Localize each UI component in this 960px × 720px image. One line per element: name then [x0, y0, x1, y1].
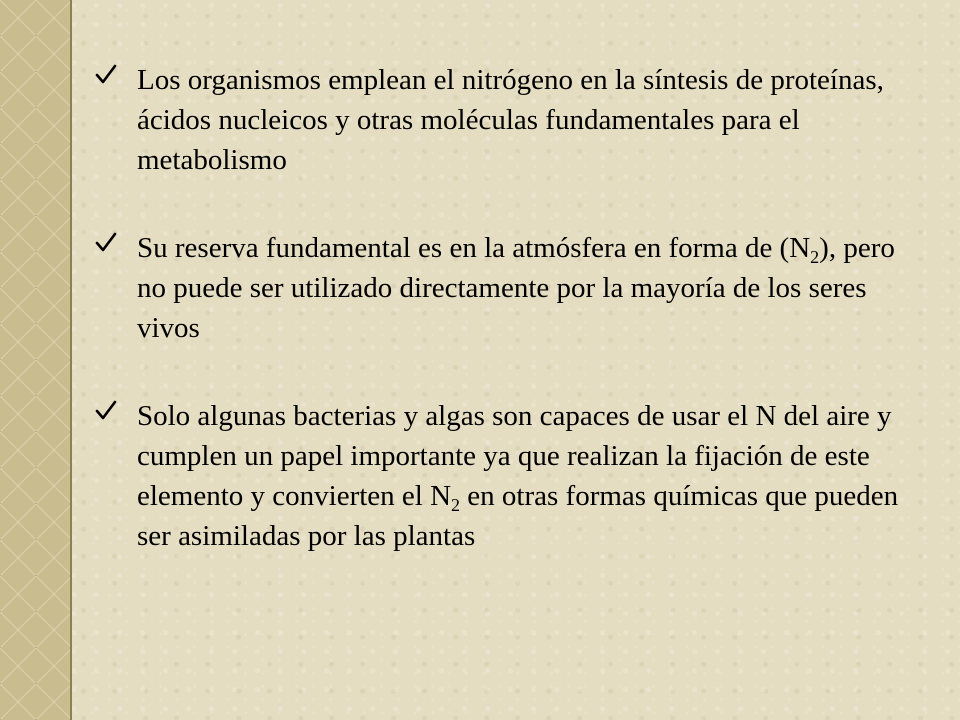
decorative-side-band [0, 0, 72, 720]
check-icon [95, 231, 117, 253]
bullet-text-after: en otras formas químicas que pueden ser asimiladas por las plantas [137, 480, 899, 552]
subscript: 2 [451, 495, 461, 515]
bullet-text [137, 396, 925, 556]
subscript: 2 [810, 247, 820, 267]
bullet-item [95, 60, 925, 180]
bullet-text [137, 228, 925, 348]
bullet-text-before: Solo algunas bacterias y algas son capaces de usar el N del aire y cumplen un papel importante ya que realizan la fijación de este elemento y convierten el N [137, 400, 892, 512]
bullet-text-before: Su reserva fundamental es en la atmósfera en forma de (N [137, 232, 811, 264]
bullet-text-after: ), pero no puede ser utilizado directamente por la mayoría de los seres vivos [137, 232, 895, 344]
bullet-text: Los organismos emplean el nitrógeno en la síntesis de proteínas, ácidos nucleicos y otras moléculas fundamentales para el metabolismo [137, 64, 884, 176]
bullet-item [95, 396, 925, 556]
check-icon [95, 399, 117, 421]
check-icon [95, 63, 117, 85]
bullet-item [95, 228, 925, 348]
slide-content [95, 60, 925, 604]
